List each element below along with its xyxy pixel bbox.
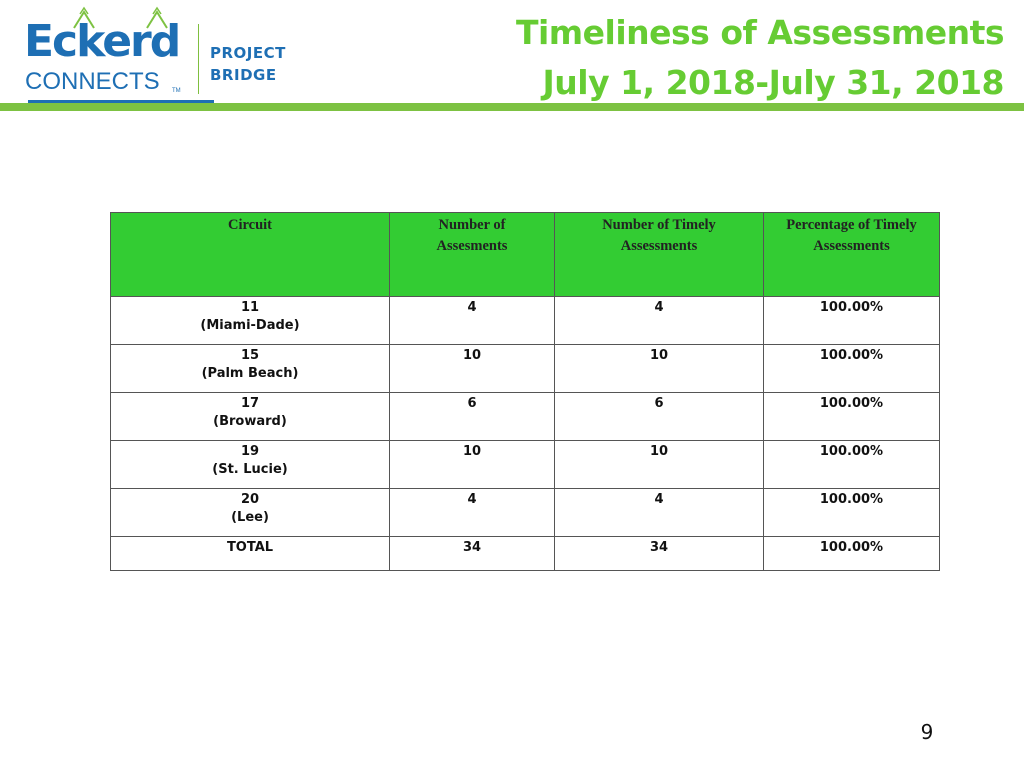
- circuit-cell: 19 (St. Lucie): [111, 441, 390, 489]
- percentage-cell: 100.00%: [764, 489, 940, 537]
- circuit-cell: 17 (Broward): [111, 393, 390, 441]
- percentage-cell: 100.00%: [764, 441, 940, 489]
- table-row: [111, 489, 940, 537]
- column-header: Number of Timely Assessments: [555, 213, 764, 297]
- total-percentage-cell: 100.00%: [764, 537, 940, 571]
- assessments-cell: 4: [390, 297, 555, 345]
- percentage-cell: 100.00%: [764, 345, 940, 393]
- logo-brand: Eckerd: [24, 16, 180, 67]
- circuit-cell: 15 (Palm Beach): [111, 345, 390, 393]
- slide-title: [516, 8, 1004, 108]
- column-header: Percentage of Timely Assessments: [764, 213, 940, 297]
- page-number: 9: [920, 720, 934, 744]
- percentage-cell: 100.00%: [764, 297, 940, 345]
- table-row: [111, 297, 940, 345]
- total-timely-cell: 34: [555, 537, 764, 571]
- total-assessments-cell: 34: [390, 537, 555, 571]
- table-row: [111, 345, 940, 393]
- circuit-cell: 20 (Lee): [111, 489, 390, 537]
- total-label-cell: TOTAL: [111, 537, 390, 571]
- column-header: Number of Assesments: [390, 213, 555, 297]
- timely-cell: 4: [555, 297, 764, 345]
- assessments-cell: 6: [390, 393, 555, 441]
- timely-cell: 4: [555, 489, 764, 537]
- total-row: [111, 537, 940, 571]
- table-row: [111, 393, 940, 441]
- logo-connects: CONNECTS: [25, 68, 160, 95]
- circuit-cell: 11 (Miami-Dade): [111, 297, 390, 345]
- percentage-cell: 100.00%: [764, 393, 940, 441]
- logo-program-line1: PROJECT: [210, 44, 286, 62]
- eckerd-connects-logo: [22, 6, 286, 102]
- timely-cell: 6: [555, 393, 764, 441]
- table-row: [111, 441, 940, 489]
- column-header: Circuit: [111, 213, 390, 297]
- logo-trademark: TM: [172, 88, 181, 94]
- assessments-table: [110, 212, 940, 571]
- title-line-2: July 1, 2018-July 31, 2018: [542, 63, 1004, 102]
- title-line-1: Timeliness of Assessments: [515, 13, 1004, 52]
- assessments-cell: 10: [390, 345, 555, 393]
- assessments-cell: 4: [390, 489, 555, 537]
- timely-cell: 10: [555, 345, 764, 393]
- table-header-row: [111, 213, 940, 297]
- header-divider: [0, 103, 1024, 111]
- assessments-cell: 10: [390, 441, 555, 489]
- timely-cell: 10: [555, 441, 764, 489]
- logo-divider: [198, 24, 199, 94]
- logo-program-line2: BRIDGE: [210, 66, 277, 84]
